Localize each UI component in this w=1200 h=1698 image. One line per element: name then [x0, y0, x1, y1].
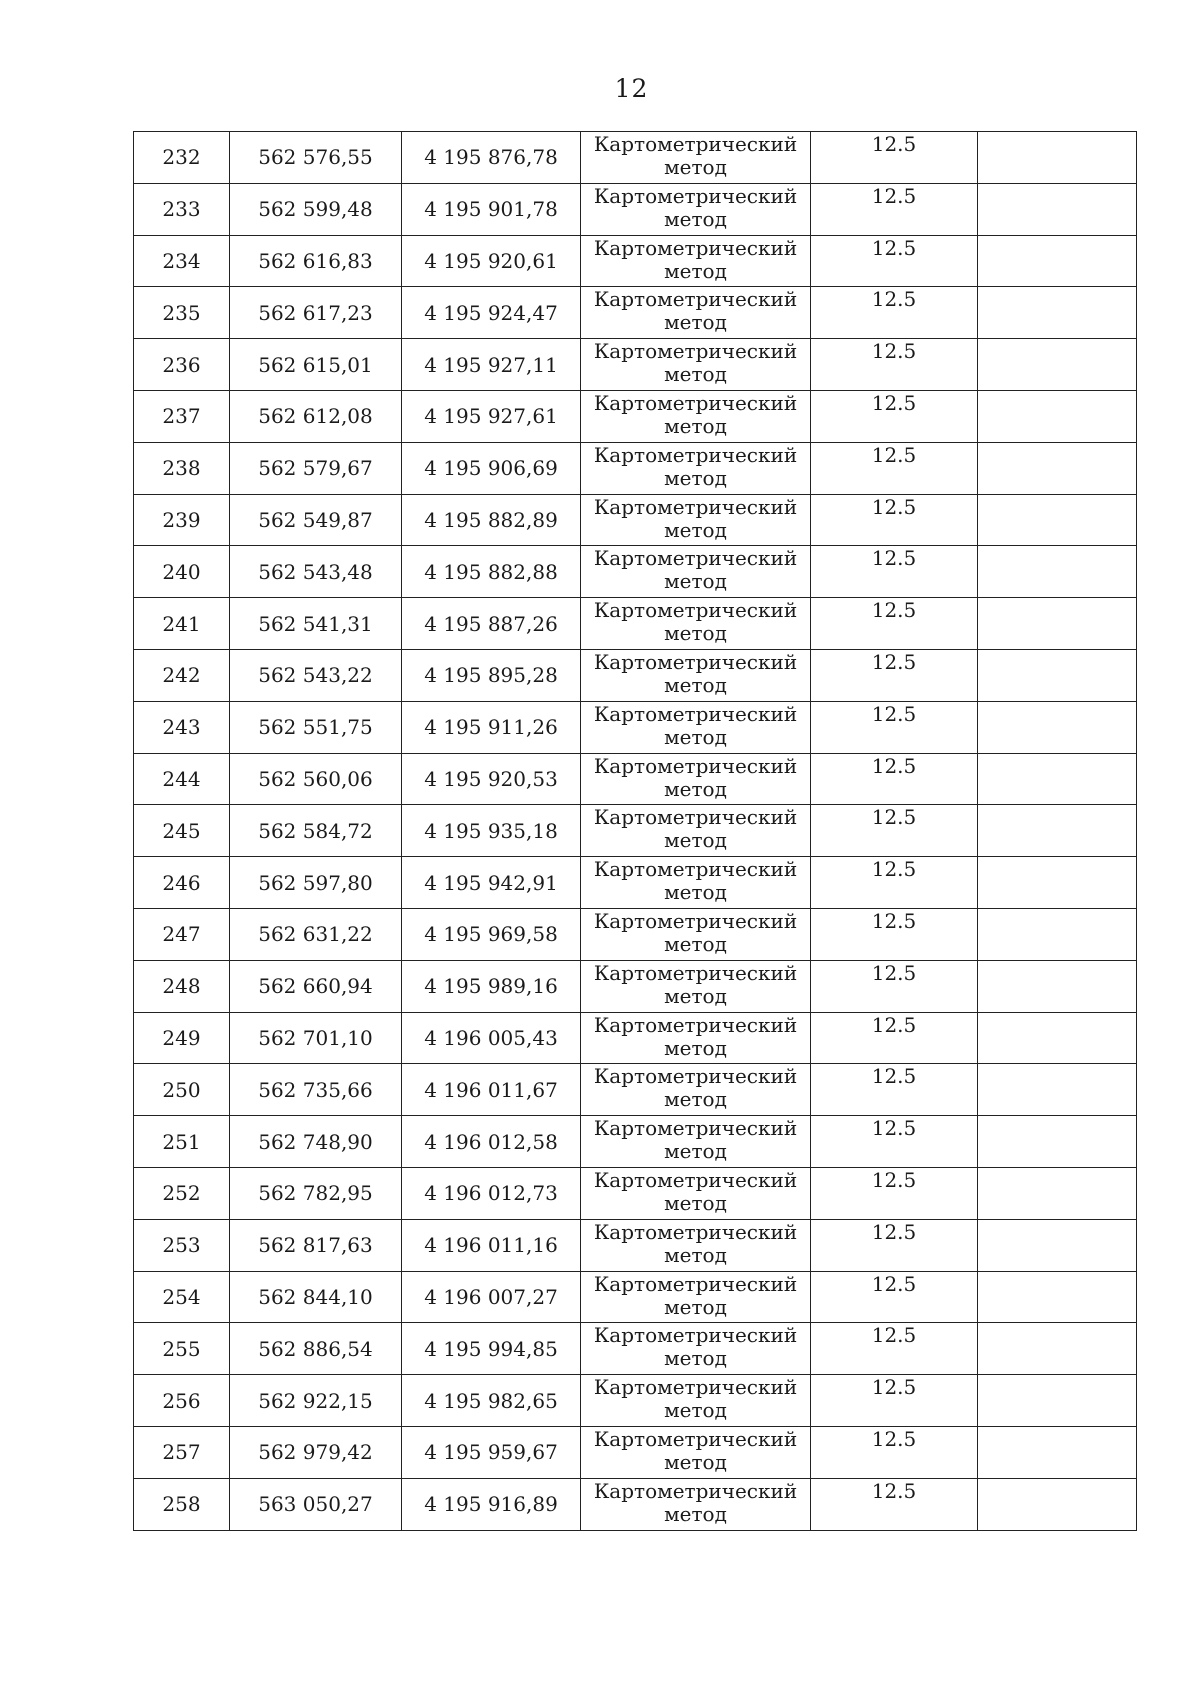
- x-coordinate-cell: 562 617,23: [230, 287, 402, 339]
- note-cell: [978, 701, 1137, 753]
- y-coordinate-cell: 4 195 882,89: [402, 494, 581, 546]
- y-coordinate-cell: 4 196 012,58: [402, 1116, 581, 1168]
- method-line-2: метод: [664, 1242, 727, 1267]
- method-cell: [581, 1478, 811, 1530]
- method-line-1: Картометрический: [593, 1323, 798, 1348]
- method-cell: [581, 1116, 811, 1168]
- point-number-cell: 232: [134, 132, 230, 184]
- point-number-cell: 256: [134, 1375, 230, 1427]
- note-cell: [978, 1323, 1137, 1375]
- method-line-2: метод: [664, 621, 727, 646]
- table-row: [134, 805, 1137, 857]
- point-number-cell: 236: [134, 339, 230, 391]
- table-row: [134, 1271, 1137, 1323]
- note-cell: [978, 908, 1137, 960]
- accuracy-cell: 12.5: [811, 132, 978, 184]
- table-row: [134, 287, 1137, 339]
- method-cell: [581, 183, 811, 235]
- accuracy-cell: 12.5: [811, 1323, 978, 1375]
- accuracy-cell: 12.5: [811, 960, 978, 1012]
- y-coordinate-cell: 4 196 011,67: [402, 1064, 581, 1116]
- method-line-2: метод: [664, 1190, 727, 1215]
- point-number-cell: 253: [134, 1219, 230, 1271]
- method-line-1: Картометрический: [593, 701, 798, 726]
- note-cell: [978, 442, 1137, 494]
- method-line-2: метод: [664, 1139, 727, 1164]
- table-row: [134, 960, 1137, 1012]
- accuracy-cell: 12.5: [811, 908, 978, 960]
- method-line-1: Картометрический: [593, 1167, 798, 1192]
- accuracy-cell: 12.5: [811, 1271, 978, 1323]
- table-row: [134, 1478, 1137, 1530]
- method-cell: [581, 442, 811, 494]
- point-number-cell: 248: [134, 960, 230, 1012]
- table-row: [134, 598, 1137, 650]
- x-coordinate-cell: 562 615,01: [230, 339, 402, 391]
- y-coordinate-cell: 4 195 924,47: [402, 287, 581, 339]
- method-line-1: Картометрический: [593, 546, 798, 571]
- point-number-cell: 258: [134, 1478, 230, 1530]
- note-cell: [978, 1478, 1137, 1530]
- method-line-1: Картометрический: [593, 1478, 798, 1503]
- x-coordinate-cell: 562 541,31: [230, 598, 402, 650]
- method-cell: [581, 1375, 811, 1427]
- coordinates-table-body: [134, 132, 1137, 1531]
- note-cell: [978, 287, 1137, 339]
- point-number-cell: 244: [134, 753, 230, 805]
- accuracy-cell: 12.5: [811, 390, 978, 442]
- y-coordinate-cell: 4 195 876,78: [402, 132, 581, 184]
- method-line-2: метод: [664, 828, 727, 853]
- method-cell: [581, 390, 811, 442]
- point-number-cell: 246: [134, 857, 230, 909]
- point-number-cell: 241: [134, 598, 230, 650]
- note-cell: [978, 960, 1137, 1012]
- method-line-2: метод: [664, 1501, 727, 1526]
- point-number-cell: 247: [134, 908, 230, 960]
- y-coordinate-cell: 4 195 887,26: [402, 598, 581, 650]
- accuracy-cell: 12.5: [811, 1012, 978, 1064]
- method-cell: [581, 649, 811, 701]
- method-line-2: метод: [664, 465, 727, 490]
- table-row: [134, 339, 1137, 391]
- point-number-cell: 233: [134, 183, 230, 235]
- y-coordinate-cell: 4 195 911,26: [402, 701, 581, 753]
- method-line-2: метод: [664, 724, 727, 749]
- accuracy-cell: 12.5: [811, 546, 978, 598]
- method-cell: [581, 1167, 811, 1219]
- x-coordinate-cell: 563 050,27: [230, 1478, 402, 1530]
- point-number-cell: 245: [134, 805, 230, 857]
- method-line-1: Картометрический: [593, 649, 798, 674]
- y-coordinate-cell: 4 195 982,65: [402, 1375, 581, 1427]
- method-cell: [581, 339, 811, 391]
- y-coordinate-cell: 4 195 927,61: [402, 390, 581, 442]
- table-row: [134, 1375, 1137, 1427]
- x-coordinate-cell: 562 922,15: [230, 1375, 402, 1427]
- x-coordinate-cell: 562 782,95: [230, 1167, 402, 1219]
- table-row: [134, 1012, 1137, 1064]
- table-row: [134, 494, 1137, 546]
- note-cell: [978, 390, 1137, 442]
- accuracy-cell: 12.5: [811, 753, 978, 805]
- x-coordinate-cell: 562 551,75: [230, 701, 402, 753]
- method-cell: [581, 1271, 811, 1323]
- method-cell: [581, 287, 811, 339]
- method-cell: [581, 960, 811, 1012]
- y-coordinate-cell: 4 195 942,91: [402, 857, 581, 909]
- note-cell: [978, 1426, 1137, 1478]
- method-cell: [581, 753, 811, 805]
- accuracy-cell: 12.5: [811, 494, 978, 546]
- x-coordinate-cell: 562 979,42: [230, 1426, 402, 1478]
- table-row: [134, 546, 1137, 598]
- accuracy-cell: 12.5: [811, 598, 978, 650]
- method-line-2: метод: [664, 206, 727, 231]
- method-line-2: метод: [664, 672, 727, 697]
- method-line-2: метод: [664, 1346, 727, 1371]
- x-coordinate-cell: 562 660,94: [230, 960, 402, 1012]
- method-cell: [581, 1064, 811, 1116]
- y-coordinate-cell: 4 195 895,28: [402, 649, 581, 701]
- method-line-1: Картометрический: [593, 442, 798, 467]
- note-cell: [978, 546, 1137, 598]
- y-coordinate-cell: 4 195 920,53: [402, 753, 581, 805]
- point-number-cell: 242: [134, 649, 230, 701]
- method-cell: [581, 1426, 811, 1478]
- table-row: [134, 1323, 1137, 1375]
- method-line-2: метод: [664, 776, 727, 801]
- table-row: [134, 1426, 1137, 1478]
- method-cell: [581, 908, 811, 960]
- accuracy-cell: 12.5: [811, 442, 978, 494]
- accuracy-cell: 12.5: [811, 183, 978, 235]
- x-coordinate-cell: 562 748,90: [230, 1116, 402, 1168]
- method-line-1: Картометрический: [593, 132, 798, 156]
- method-line-2: метод: [664, 1087, 727, 1112]
- x-coordinate-cell: 562 543,22: [230, 649, 402, 701]
- note-cell: [978, 494, 1137, 546]
- y-coordinate-cell: 4 195 959,67: [402, 1426, 581, 1478]
- method-cell: [581, 546, 811, 598]
- method-line-2: метод: [664, 569, 727, 594]
- method-line-1: Картометрический: [593, 287, 798, 312]
- note-cell: [978, 753, 1137, 805]
- method-line-1: Картометрический: [593, 1375, 798, 1400]
- table-row: [134, 390, 1137, 442]
- method-line-1: Картометрический: [593, 1271, 798, 1296]
- x-coordinate-cell: 562 612,08: [230, 390, 402, 442]
- method-line-2: метод: [664, 310, 727, 335]
- point-number-cell: 249: [134, 1012, 230, 1064]
- method-line-2: метод: [664, 258, 727, 283]
- coordinates-table: [133, 131, 1137, 1531]
- accuracy-cell: 12.5: [811, 287, 978, 339]
- y-coordinate-cell: 4 195 927,11: [402, 339, 581, 391]
- x-coordinate-cell: 562 576,55: [230, 132, 402, 184]
- point-number-cell: 239: [134, 494, 230, 546]
- method-line-1: Картометрический: [593, 1064, 798, 1089]
- y-coordinate-cell: 4 195 969,58: [402, 908, 581, 960]
- x-coordinate-cell: 562 597,80: [230, 857, 402, 909]
- method-line-1: Картометрический: [593, 753, 798, 778]
- table-row: [134, 701, 1137, 753]
- y-coordinate-cell: 4 196 012,73: [402, 1167, 581, 1219]
- accuracy-cell: 12.5: [811, 339, 978, 391]
- y-coordinate-cell: 4 196 007,27: [402, 1271, 581, 1323]
- table-row: [134, 1219, 1137, 1271]
- method-line-1: Картометрический: [593, 908, 798, 933]
- point-number-cell: 240: [134, 546, 230, 598]
- method-line-1: Картометрический: [593, 235, 798, 260]
- method-line-2: метод: [664, 931, 727, 956]
- x-coordinate-cell: 562 616,83: [230, 235, 402, 287]
- method-line-2: метод: [664, 1449, 727, 1474]
- table-row: [134, 908, 1137, 960]
- method-line-1: Картометрический: [593, 805, 798, 830]
- method-line-2: метод: [664, 413, 727, 438]
- note-cell: [978, 1064, 1137, 1116]
- method-line-2: метод: [664, 983, 727, 1008]
- point-number-cell: 250: [134, 1064, 230, 1116]
- method-cell: [581, 857, 811, 909]
- note-cell: [978, 1375, 1137, 1427]
- x-coordinate-cell: 562 631,22: [230, 908, 402, 960]
- method-cell: [581, 132, 811, 184]
- y-coordinate-cell: 4 195 901,78: [402, 183, 581, 235]
- note-cell: [978, 1271, 1137, 1323]
- note-cell: [978, 1116, 1137, 1168]
- point-number-cell: 252: [134, 1167, 230, 1219]
- method-line-1: Картометрический: [593, 1219, 798, 1244]
- note-cell: [978, 1012, 1137, 1064]
- accuracy-cell: 12.5: [811, 1219, 978, 1271]
- x-coordinate-cell: 562 584,72: [230, 805, 402, 857]
- point-number-cell: 237: [134, 390, 230, 442]
- method-cell: [581, 1219, 811, 1271]
- table-row: [134, 1064, 1137, 1116]
- method-line-1: Картометрический: [593, 598, 798, 623]
- table-row: [134, 857, 1137, 909]
- point-number-cell: 238: [134, 442, 230, 494]
- method-cell: [581, 701, 811, 753]
- table-row: [134, 183, 1137, 235]
- x-coordinate-cell: 562 701,10: [230, 1012, 402, 1064]
- accuracy-cell: 12.5: [811, 235, 978, 287]
- page-number: 12: [614, 74, 649, 103]
- y-coordinate-cell: 4 195 906,69: [402, 442, 581, 494]
- method-cell: [581, 1012, 811, 1064]
- accuracy-cell: 12.5: [811, 701, 978, 753]
- accuracy-cell: 12.5: [811, 1064, 978, 1116]
- x-coordinate-cell: 562 844,10: [230, 1271, 402, 1323]
- accuracy-cell: 12.5: [811, 1478, 978, 1530]
- note-cell: [978, 1167, 1137, 1219]
- method-cell: [581, 598, 811, 650]
- x-coordinate-cell: 562 543,48: [230, 546, 402, 598]
- accuracy-cell: 12.5: [811, 857, 978, 909]
- y-coordinate-cell: 4 195 935,18: [402, 805, 581, 857]
- point-number-cell: 234: [134, 235, 230, 287]
- note-cell: [978, 857, 1137, 909]
- y-coordinate-cell: 4 195 989,16: [402, 960, 581, 1012]
- method-line-1: Картометрический: [593, 183, 798, 208]
- accuracy-cell: 12.5: [811, 1426, 978, 1478]
- y-coordinate-cell: 4 196 005,43: [402, 1012, 581, 1064]
- method-line-1: Картометрический: [593, 1012, 798, 1037]
- x-coordinate-cell: 562 549,87: [230, 494, 402, 546]
- method-line-2: метод: [664, 880, 727, 905]
- y-coordinate-cell: 4 195 916,89: [402, 1478, 581, 1530]
- table-row: [134, 649, 1137, 701]
- method-cell: [581, 494, 811, 546]
- method-line-2: метод: [664, 1294, 727, 1319]
- note-cell: [978, 1219, 1137, 1271]
- table-row: [134, 1116, 1137, 1168]
- note-cell: [978, 649, 1137, 701]
- method-cell: [581, 1323, 811, 1375]
- point-number-cell: 243: [134, 701, 230, 753]
- method-line-2: метод: [664, 362, 727, 387]
- method-line-1: Картометрический: [593, 1426, 798, 1451]
- point-number-cell: 255: [134, 1323, 230, 1375]
- point-number-cell: 257: [134, 1426, 230, 1478]
- note-cell: [978, 339, 1137, 391]
- method-line-1: Картометрический: [593, 960, 798, 985]
- y-coordinate-cell: 4 196 011,16: [402, 1219, 581, 1271]
- table-row: [134, 132, 1137, 184]
- table-row: [134, 1167, 1137, 1219]
- method-line-1: Картометрический: [593, 390, 798, 415]
- method-cell: [581, 235, 811, 287]
- accuracy-cell: 12.5: [811, 1116, 978, 1168]
- method-line-1: Картометрический: [593, 1116, 798, 1141]
- x-coordinate-cell: 562 817,63: [230, 1219, 402, 1271]
- table-row: [134, 235, 1137, 287]
- accuracy-cell: 12.5: [811, 649, 978, 701]
- x-coordinate-cell: 562 886,54: [230, 1323, 402, 1375]
- method-line-2: метод: [664, 517, 727, 542]
- note-cell: [978, 132, 1137, 184]
- note-cell: [978, 805, 1137, 857]
- note-cell: [978, 598, 1137, 650]
- method-line-2: метод: [664, 155, 727, 179]
- x-coordinate-cell: 562 735,66: [230, 1064, 402, 1116]
- method-line-1: Картометрический: [593, 339, 798, 364]
- y-coordinate-cell: 4 195 882,88: [402, 546, 581, 598]
- point-number-cell: 254: [134, 1271, 230, 1323]
- y-coordinate-cell: 4 195 994,85: [402, 1323, 581, 1375]
- method-line-1: Картометрический: [593, 494, 798, 519]
- accuracy-cell: 12.5: [811, 1167, 978, 1219]
- method-line-1: Картометрический: [593, 857, 798, 882]
- accuracy-cell: 12.5: [811, 805, 978, 857]
- table-row: [134, 753, 1137, 805]
- table-row: [134, 442, 1137, 494]
- note-cell: [978, 183, 1137, 235]
- accuracy-cell: 12.5: [811, 1375, 978, 1427]
- y-coordinate-cell: 4 195 920,61: [402, 235, 581, 287]
- x-coordinate-cell: 562 599,48: [230, 183, 402, 235]
- point-number-cell: 251: [134, 1116, 230, 1168]
- x-coordinate-cell: 562 560,06: [230, 753, 402, 805]
- point-number-cell: 235: [134, 287, 230, 339]
- method-cell: [581, 805, 811, 857]
- note-cell: [978, 235, 1137, 287]
- method-line-2: метод: [664, 1035, 727, 1060]
- method-line-2: метод: [664, 1398, 727, 1423]
- x-coordinate-cell: 562 579,67: [230, 442, 402, 494]
